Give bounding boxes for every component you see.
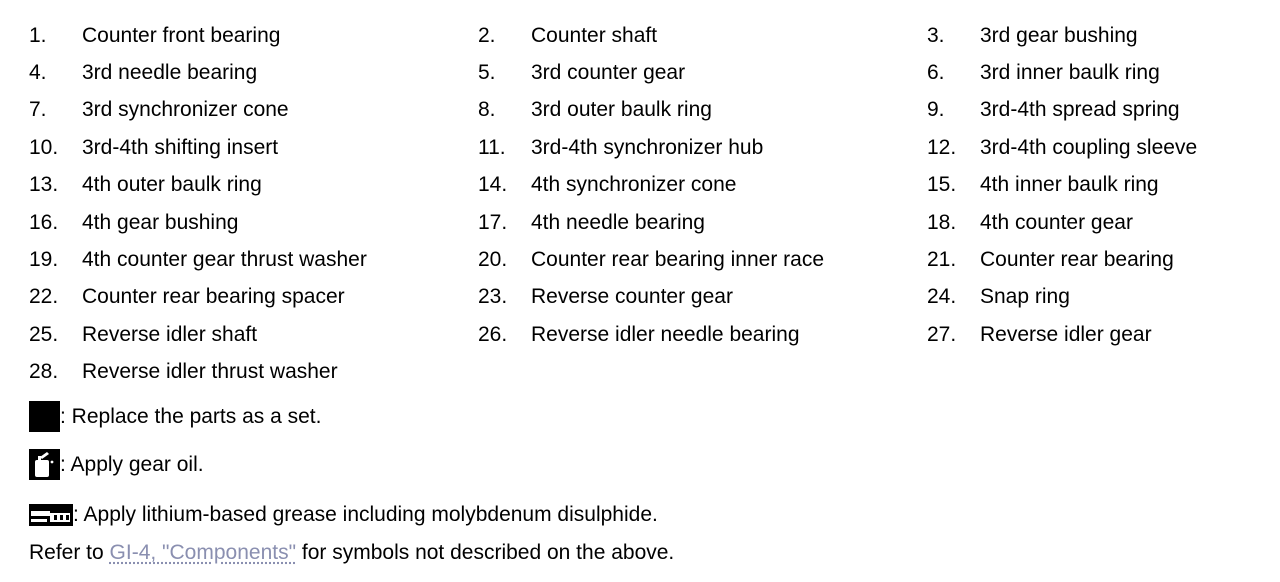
part-name: Reverse idler needle bearing	[531, 322, 800, 346]
components-link[interactable]: GI-4, "Components"	[109, 541, 297, 564]
part-item	[927, 241, 1257, 278]
part-name: Counter rear bearing spacer	[82, 285, 345, 309]
part-name: 3rd needle bearing	[82, 61, 258, 85]
part-number: 3.	[927, 23, 945, 47]
part-number: 11.	[478, 135, 506, 159]
part-number: 22.	[29, 285, 59, 309]
part-number: 7.	[29, 98, 47, 122]
part-item	[927, 204, 1257, 241]
part-name: Counter shaft	[531, 23, 658, 47]
part-name: Counter rear bearing	[980, 248, 1174, 272]
part-name: 4th outer baulk ring	[82, 173, 262, 197]
part-number: 17.	[478, 210, 508, 234]
part-name: Reverse idler thrust washer	[82, 360, 338, 384]
legend-grease	[29, 503, 658, 527]
part-item	[29, 279, 478, 316]
part-number: 26.	[478, 322, 508, 346]
part-item	[478, 92, 927, 129]
part-number: 4.	[29, 61, 47, 85]
part-item	[478, 241, 927, 278]
part-item	[927, 17, 1257, 54]
part-name: 3rd outer baulk ring	[531, 98, 712, 122]
part-name: 3rd-4th synchronizer hub	[531, 135, 764, 159]
part-name: 4th counter gear thrust washer	[82, 248, 367, 272]
part-name: 4th inner baulk ring	[980, 173, 1159, 197]
part-name: Reverse counter gear	[531, 285, 733, 309]
part-item	[29, 241, 478, 278]
part-item	[927, 129, 1257, 166]
part-item	[478, 167, 927, 204]
part-number: 2.	[478, 23, 496, 47]
part-number: 13.	[29, 173, 59, 197]
part-item	[927, 279, 1257, 316]
part-number: 23.	[478, 285, 508, 309]
part-number: 9.	[927, 98, 945, 122]
part-name: 3rd-4th coupling sleeve	[980, 135, 1198, 159]
black-square-icon	[29, 401, 60, 432]
part-item	[478, 204, 927, 241]
legend-replace-set	[29, 401, 321, 432]
part-name: 3rd inner baulk ring	[980, 61, 1160, 85]
refer-suffix: for symbols not described on the above.	[296, 541, 675, 564]
part-item	[29, 129, 478, 166]
part-item	[927, 316, 1257, 353]
part-item	[29, 167, 478, 204]
part-number: 24.	[927, 285, 957, 309]
part-number: 16.	[29, 210, 59, 234]
part-name: 3rd gear bushing	[980, 23, 1138, 47]
refer-note	[29, 541, 674, 565]
part-item	[478, 129, 927, 166]
part-number: 14.	[478, 173, 508, 197]
part-number: 21.	[927, 248, 957, 272]
part-name: 4th counter gear	[980, 210, 1133, 234]
part-number: 1.	[29, 23, 47, 47]
part-item	[29, 54, 478, 91]
part-item	[29, 354, 478, 391]
part-number: 12.	[927, 135, 957, 159]
part-item	[927, 92, 1257, 129]
part-number: 28.	[29, 360, 59, 384]
parts-list	[29, 17, 1257, 391]
legend-gear-oil	[29, 449, 204, 480]
part-name: 4th needle bearing	[531, 210, 705, 234]
part-name: Snap ring	[980, 285, 1070, 309]
part-number: 18.	[927, 210, 957, 234]
part-item	[478, 279, 927, 316]
oil-can-icon	[29, 449, 60, 480]
part-name: 4th synchronizer cone	[531, 173, 737, 197]
part-name: 3rd counter gear	[531, 61, 686, 85]
part-name: Reverse idler gear	[980, 322, 1152, 346]
part-name: 3rd synchronizer cone	[82, 98, 289, 122]
part-item	[29, 316, 478, 353]
part-number: 19.	[29, 248, 59, 272]
part-name: 4th gear bushing	[82, 210, 239, 234]
part-item	[927, 167, 1257, 204]
part-number: 25.	[29, 322, 59, 346]
grease-gun-icon	[29, 504, 73, 526]
part-number: 10.	[29, 135, 59, 159]
part-name: 3rd-4th shifting insert	[82, 135, 279, 159]
part-name: Counter rear bearing inner race	[531, 248, 824, 272]
part-number: 20.	[478, 248, 508, 272]
part-number: 15.	[927, 173, 957, 197]
part-name: Counter front bearing	[82, 23, 281, 47]
refer-prefix: Refer to	[29, 541, 110, 564]
part-number: 6.	[927, 61, 945, 85]
part-name: Reverse idler shaft	[82, 322, 258, 346]
part-item	[478, 17, 927, 54]
legend-replace-set-text: : Replace the parts as a set.	[60, 404, 322, 428]
legend-grease-text: : Apply lithium-based grease including molybdenum disulphide.	[73, 503, 658, 526]
part-number: 8.	[478, 98, 496, 122]
part-item	[29, 17, 478, 54]
legend-gear-oil-text: : Apply gear oil.	[60, 452, 204, 476]
part-number: 5.	[478, 61, 496, 85]
part-item	[29, 92, 478, 129]
part-item	[29, 204, 478, 241]
part-item	[478, 316, 927, 353]
part-number: 27.	[927, 322, 957, 346]
part-item	[927, 54, 1257, 91]
part-name: 3rd-4th spread spring	[980, 98, 1180, 122]
part-item	[478, 54, 927, 91]
